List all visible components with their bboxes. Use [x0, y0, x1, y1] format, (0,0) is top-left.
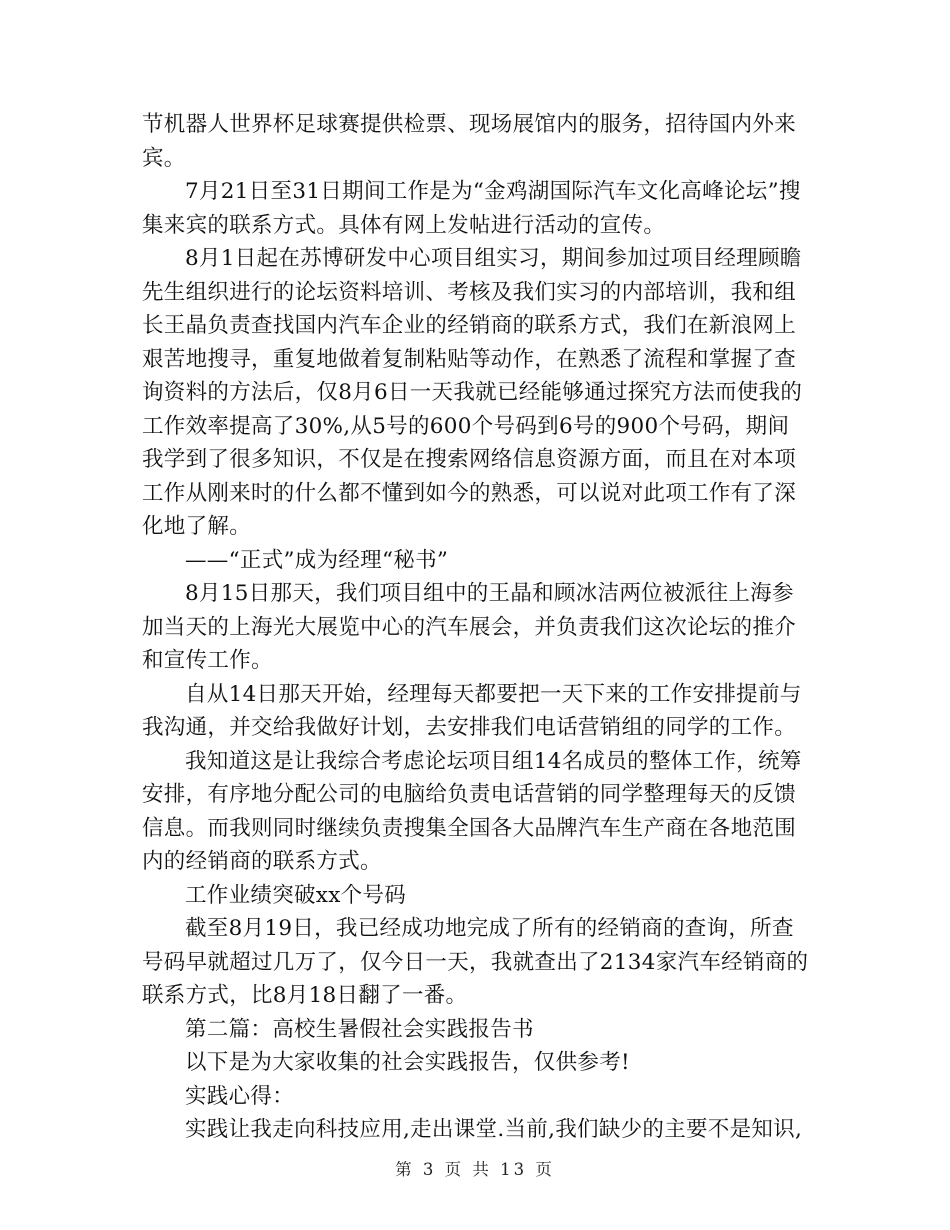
paragraph-9: 截至8月19日，我已经成功地完成了所有的经销商的查询，所查号码早就超过几万了，仅今日一天，我就查出了2134家汽车经销商的联系方式，比8月18日翻了一番。 — [142, 916, 809, 1008]
paragraph-5: 8月15日那天，我们项目组中的王晶和顾冰洁两位被派往上海参加当天的上海光大展览中心的汽车展会，并负责我们这次论坛的推介和宣传工作。 — [142, 581, 797, 673]
section-heading-performance: 工作业绩突破xx个号码 — [185, 882, 407, 908]
paragraph-1: 节机器人世界杯足球赛提供检票、现场展馆内的服务，招待国内外来宾。 — [142, 112, 797, 171]
section-heading-secretary: ——“正式”成为经理“秘书” — [185, 547, 449, 573]
paragraph-2: 7月21日至31日期间工作是为“金鸡湖国际汽车文化高峰论坛”搜集来宾的联系方式。具体有网上发帖进行活动的宣传。 — [142, 179, 801, 238]
page-number-footer: 第 3 页 共 13 页 — [395, 1160, 555, 1179]
paragraph-11: 以下是为大家收集的社会实践报告，仅供参考! — [185, 1050, 630, 1075]
document-body — [142, 108, 810, 1147]
section-heading-experience: 实践心得： — [185, 1083, 295, 1109]
paragraph-3: 8月1日起在苏博研发中心项目组实习，期间参加过项目经理顾瞻先生组织进行的论坛资料培训、考核及我们实习的内部培训，我和组长王晶负责查找国内汽车企业的经销商的联系方式，我们在新浪网上艰苦地搜寻，重复地做着复制粘贴等动作，在熟悉了流程和掌握了查询资料的方法后，仅8月6日一天我就已经能够通过探究方法而使我的工作效率提高了30%,从5号的600个号码到6号的900个号码，期间我学到了很多知识，不仅是在搜索网络信息资源方面，而且在对本项工作从刚来时的什么都不懂到如今的熟悉，可以说对此项工作有了深化地了解。 — [142, 246, 803, 539]
paragraph-13: 实践让我走向科技应用,走出课堂.当前,我们缺少的主要不是知识, — [185, 1117, 803, 1142]
chapter-heading-second: 第二篇：高校生暑假社会实践报告书 — [185, 1016, 534, 1042]
paragraph-6: 自从14日那天开始，经理每天都要把一天下来的工作安排提前与我沟通，并交给我做好计划，去安排我们电话营销组的同学的工作。 — [142, 681, 802, 740]
paragraph-7: 我知道这是让我综合考虑论坛项目组14名成员的整体工作，统筹安排，有序地分配公司的电脑给负责电话营销的同学整理每天的反馈信息。而我则同时继续负责搜集全国各大品牌汽车生产商在各地范围内的经销商的联系方式。 — [142, 748, 802, 874]
